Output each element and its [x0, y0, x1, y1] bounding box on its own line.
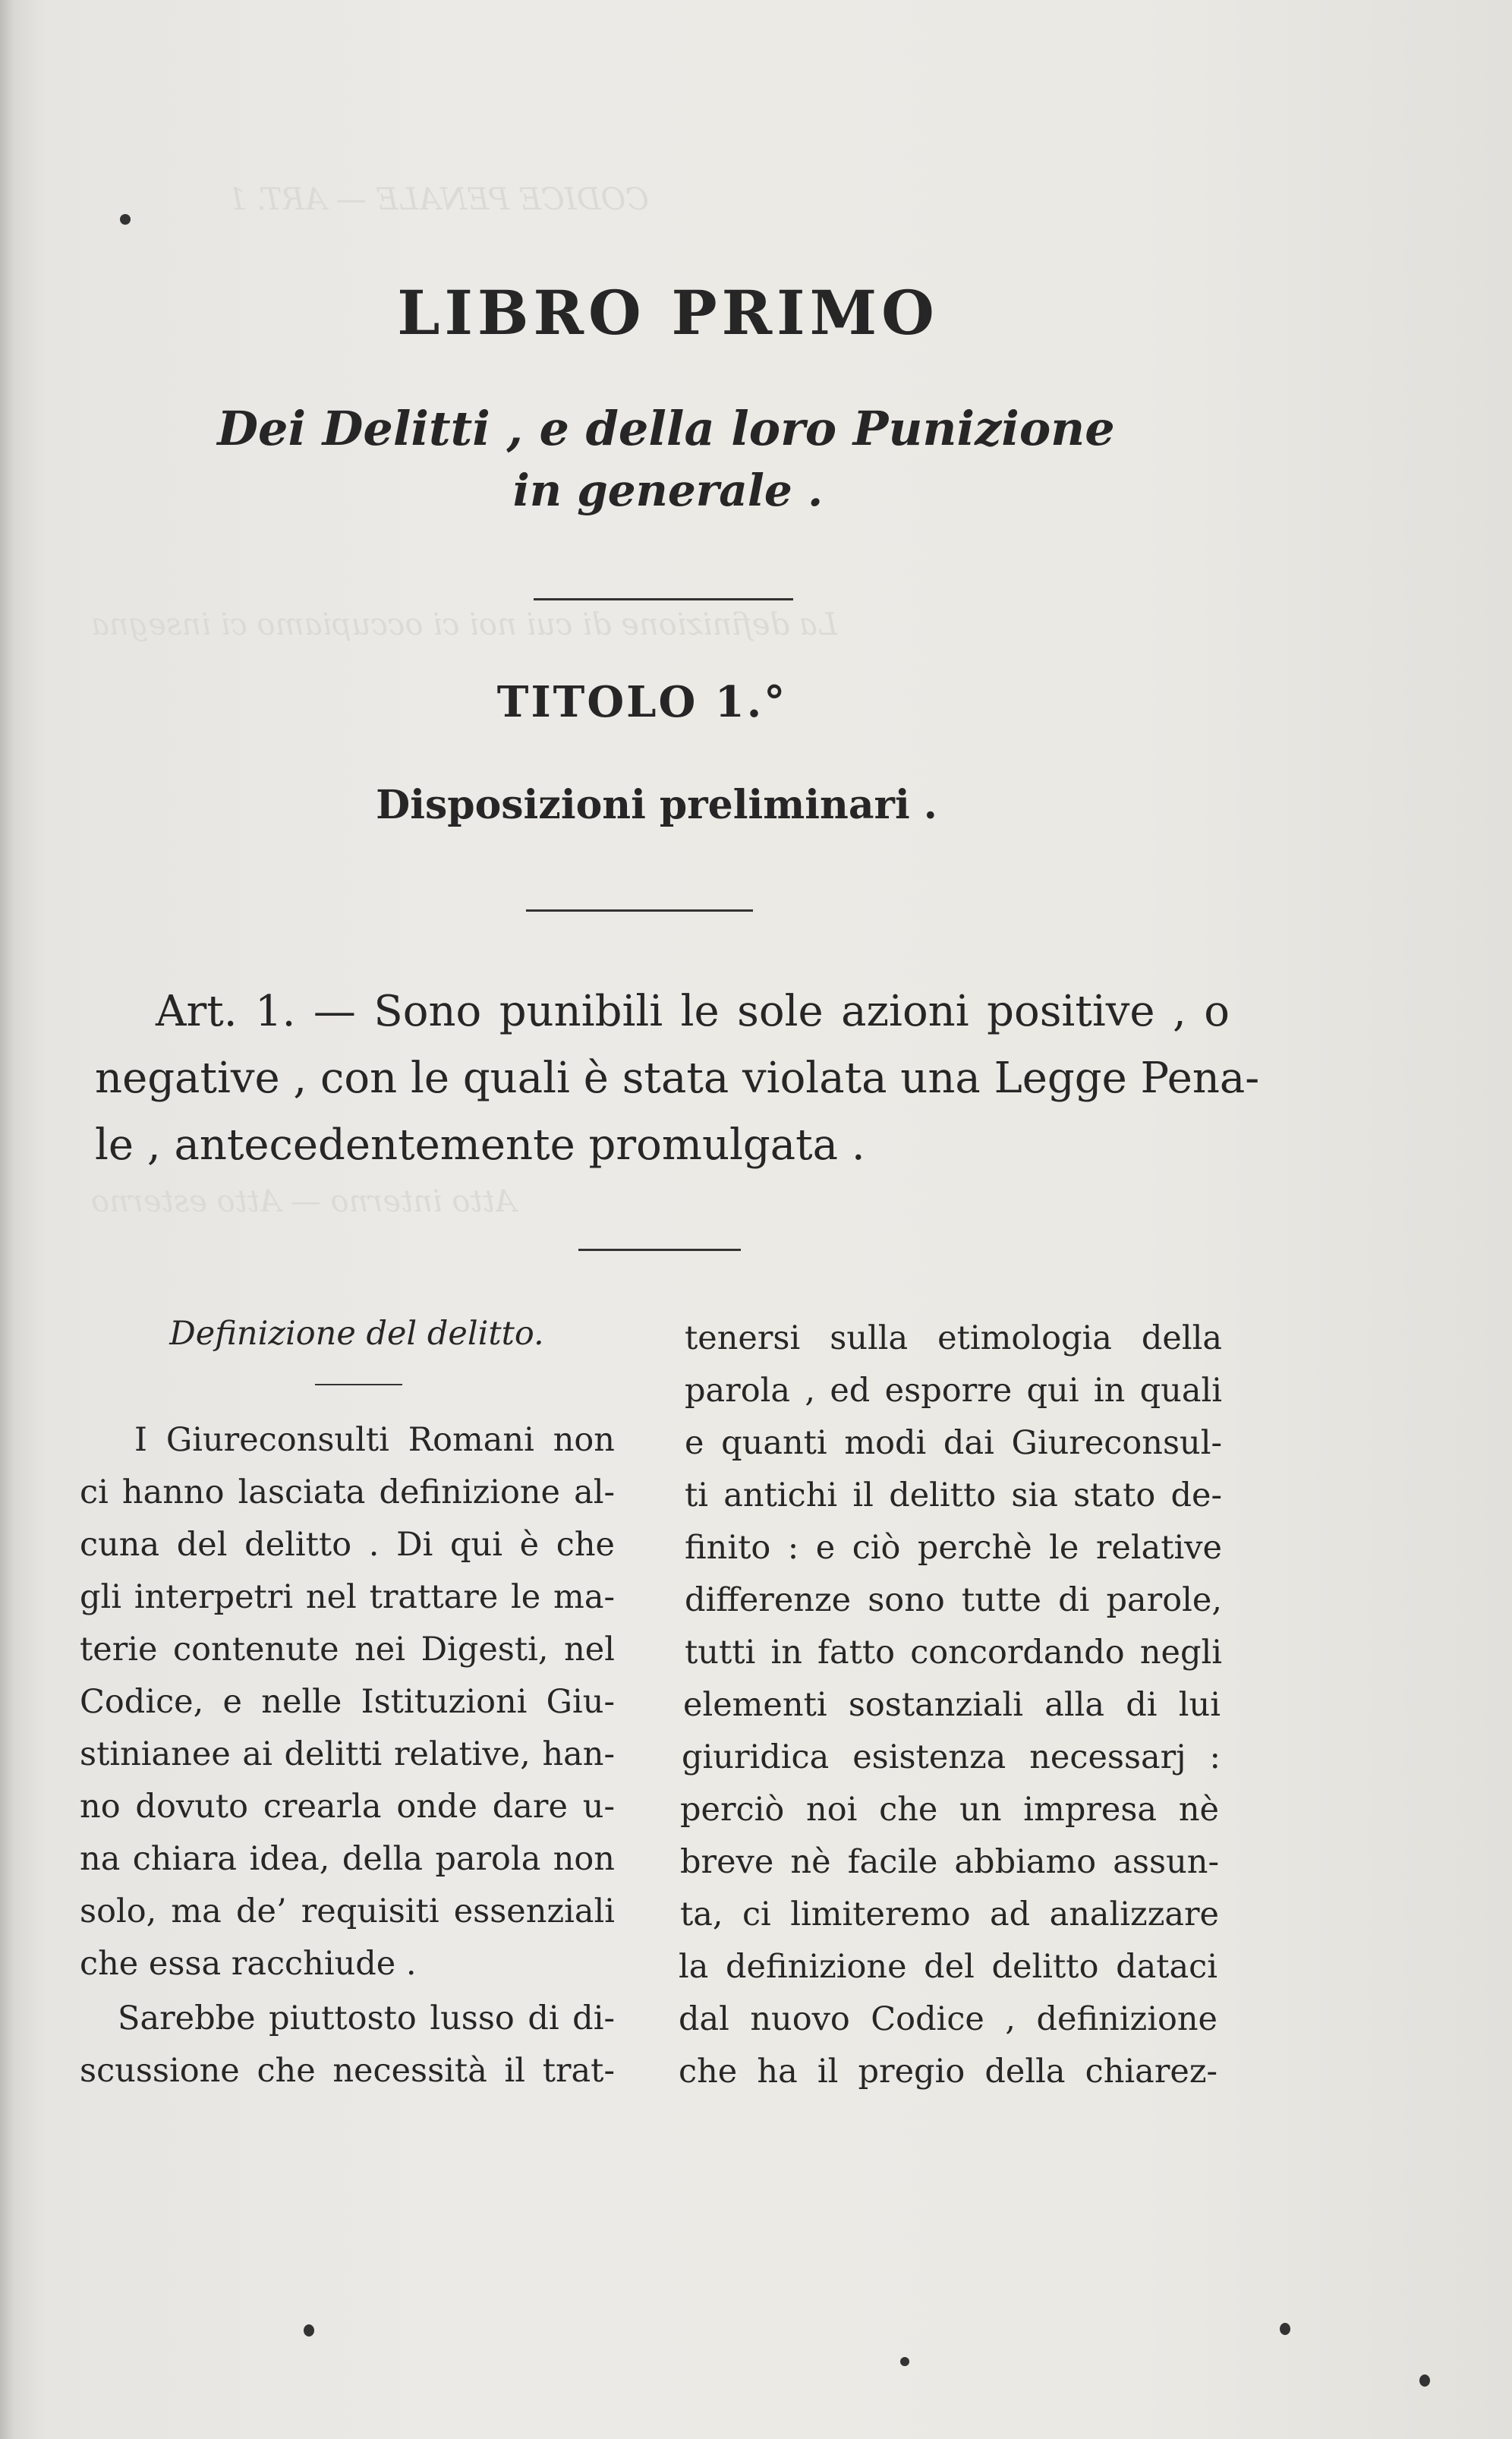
text-line: ta, ci limiteremo ad analizzare	[680, 1895, 1219, 1933]
text-line: e quanti modi dai Giureconsul-	[685, 1424, 1222, 1462]
text-line: I Giureconsulti Romani non	[134, 1421, 615, 1459]
text-line: differenze sono tutte di parole,	[685, 1581, 1222, 1619]
text-line: ti antichi il delitto sia stato de-	[685, 1476, 1222, 1514]
text-line: tenersi sulla etimologia della	[685, 1319, 1222, 1357]
text-line: che essa racchiude .	[80, 1945, 417, 1983]
text-line: cuna del delitto . Di qui è che	[80, 1526, 615, 1564]
text-line: gli interpetri nel trattare le ma-	[80, 1578, 615, 1616]
text-line: Codice, e nelle Istituzioni Giu-	[80, 1683, 615, 1721]
text-line: elementi sostanziali alla di lui	[683, 1686, 1221, 1724]
divider	[578, 1249, 741, 1251]
article-line: Art. 1. — Sono punibili le sole azioni positive , o	[156, 987, 1230, 1036]
text-line: stinianee ai delitti relative, han-	[80, 1735, 615, 1773]
book-subtitle-line1: Dei Delitti , e della loro Punizione	[217, 401, 1115, 456]
text-line: scussione che necessità il trat-	[80, 2052, 615, 2090]
article-line: le , antecedentemente promulgata .	[95, 1120, 865, 1170]
text-line: tutti in fatto concordando negli	[685, 1634, 1222, 1672]
text-line: terie contenute nei Digesti, nel	[80, 1631, 615, 1669]
text-line: na chiara idea, della parola non	[80, 1840, 615, 1878]
title-label: TITOLO 1.°	[496, 677, 788, 727]
ink-spot	[1280, 2323, 1290, 2335]
divider	[315, 1384, 402, 1385]
ink-spot	[900, 2357, 909, 2366]
text-line: no dovuto crearla onde dare u-	[80, 1788, 615, 1826]
text-line: parola , ed esporre qui in quali	[685, 1372, 1222, 1410]
text-line: finito : e ciò perchè le relative	[685, 1529, 1222, 1567]
book-heading: LIBRO PRIMO	[397, 277, 939, 348]
text-line: perciò noi che un impresa nè	[680, 1791, 1219, 1829]
ink-spot	[304, 2324, 314, 2337]
article-line: negative , con le quali è stata violata una Legge Pena-	[95, 1054, 1260, 1103]
text-line: solo, ma de’ requisiti essenziali	[80, 1892, 615, 1930]
section-heading: Definizione del delitto.	[169, 1315, 544, 1353]
text-line: che ha il pregio della chiarez-	[679, 2053, 1217, 2091]
text-line: dal nuovo Codice , definizione	[679, 2000, 1217, 2038]
title-subtitle: Disposizioni preliminari .	[376, 782, 937, 828]
ink-spot	[1419, 2374, 1430, 2387]
book-subtitle-line2: in generale .	[512, 465, 824, 516]
text-line: breve nè facile abbiamo assun-	[680, 1843, 1219, 1881]
text-line: ci hanno lasciata definizione al-	[80, 1473, 615, 1511]
ink-spot	[120, 214, 131, 225]
divider	[526, 909, 753, 912]
text-line: la definizione del delitto dataci	[679, 1948, 1217, 1986]
text-line: giuridica esistenza necessarj :	[682, 1738, 1221, 1776]
divider	[534, 598, 793, 600]
text-line: Sarebbe piuttosto lusso di di-	[118, 1999, 615, 2037]
